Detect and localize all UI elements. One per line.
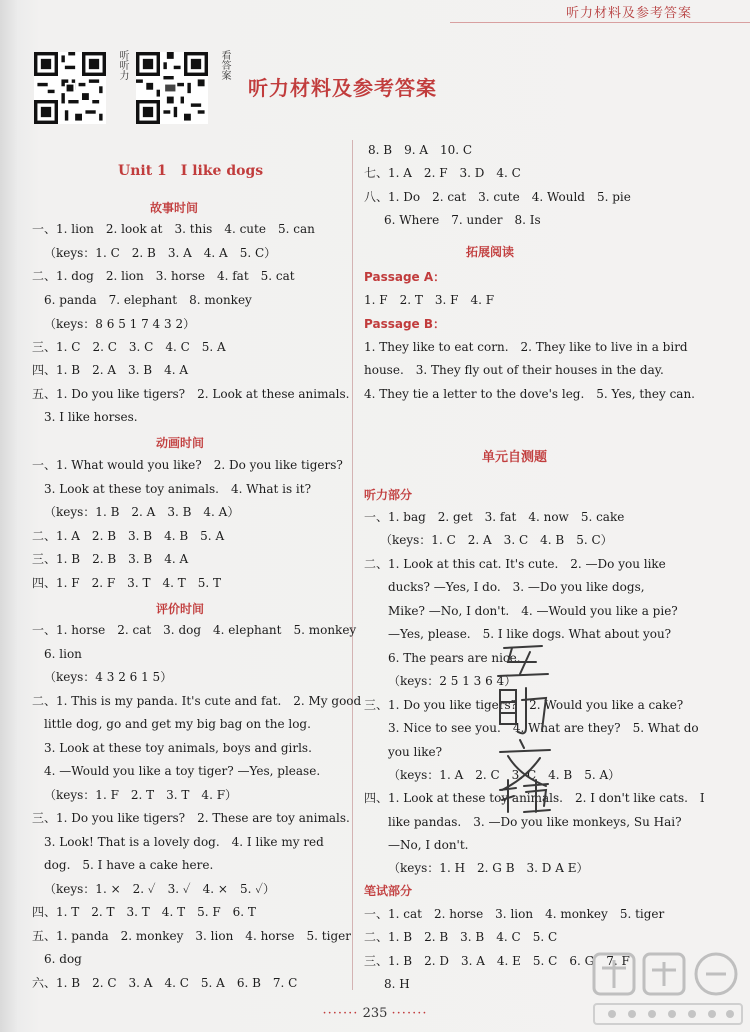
section-heading-cartoon: 动画时间: [156, 436, 205, 450]
answer-line: 3. Look at these toy animals. 4. What is it?: [44, 482, 312, 496]
answer-line: （keys：1. A 2. C 3. C 4. B 5. A）: [388, 768, 621, 782]
answer-line: 6. lion: [44, 647, 82, 661]
answer-line: （keys：4 3 2 6 1 5）: [44, 670, 173, 684]
answer-line: house. 3. They fly out of their houses in the day.: [364, 363, 664, 377]
answer-line: （keys：1. H 2. G B 3. D A E）: [388, 861, 589, 875]
answer-line: 二、1. B 2. B 3. B 4. C 5. C: [364, 930, 558, 944]
qr-caption-right: 看答案: [219, 50, 230, 80]
answer-line: 一、1. horse 2. cat 3. dog 4. elephant 5. monkey: [32, 623, 357, 637]
answer-line: 6. panda 7. elephant 8. monkey: [44, 293, 252, 307]
qr-code-listen[interactable]: [34, 52, 106, 124]
page-number-value: 235: [362, 1006, 388, 1021]
answer-line: 五、1. panda 2. monkey 3. lion 4. horse 5. tiger: [32, 929, 351, 943]
answer-line: （keys：1. F 2. T 3. T 4. F）: [44, 788, 238, 802]
answer-line: （keys：1. C 2. A 3. C 4. B 5. C）: [380, 533, 613, 547]
answer-line: 1. F 2. T 3. F 4. F: [364, 293, 495, 307]
answer-line: （keys：1. B 2. A 3. B 4. A）: [44, 505, 240, 519]
section-heading-evaluation: 评价时间: [156, 602, 205, 616]
unit-title: Unit 1 I like dogs: [118, 163, 264, 179]
answer-line: —No, I don't.: [388, 838, 469, 852]
answer-line: 三、1. C 2. C 3. C 4. C 5. A: [32, 340, 226, 354]
page-number: ······· 235 ·······: [322, 1006, 428, 1021]
answer-line: 六、1. B 2. C 3. A 4. C 5. A 6. B 7. C: [32, 976, 298, 990]
handwriting-scribble-icon: [490, 640, 560, 815]
answer-line: 3. I like horses.: [44, 410, 138, 424]
answer-line: 8. H: [384, 977, 410, 991]
watermark-logo: [588, 950, 748, 1030]
answer-line: you like?: [388, 745, 443, 759]
qr-pattern-icon: [34, 52, 106, 124]
answer-line: Mike? —No, I don't. 4. —Would you like a pie?: [388, 604, 678, 618]
answer-line: （keys：1. × 2. ✓ 3. ✓ 4. × 5. ✓）: [44, 882, 275, 896]
answer-line: 3. Look at these toy animals, boys and girls.: [44, 741, 312, 755]
answer-line: 三、1. Do you like tigers? 2. Would you like a cake?: [364, 698, 684, 712]
answer-line: ducks? —Yes, I do. 3. —Do you like dogs,: [388, 580, 645, 594]
answer-line: 6. Where 7. under 8. Is: [384, 213, 541, 227]
header-rule: [450, 22, 750, 23]
answer-line: 四、1. Look at these toy animals. 2. I don't like cats. I: [364, 791, 705, 805]
qr-caption-left: 听听力: [117, 50, 128, 80]
section-heading-listening: 听力部分: [364, 488, 413, 502]
answer-line: 四、1. T 2. T 3. T 4. T 5. F 6. T: [32, 905, 256, 919]
answer-line: （keys：2 5 1 3 6 4）: [388, 674, 517, 688]
answer-line: 二、1. This is my panda. It's cute and fat. 2. My good: [32, 694, 362, 708]
answer-line: 6. The pears are nice.: [388, 651, 521, 665]
answer-line: 1. They like to eat corn. 2. They like to live in a bird: [364, 340, 688, 354]
answer-line: 一、1. lion 2. look at 3. this 4. cute 5. can: [32, 222, 315, 236]
answer-line: 6. dog: [44, 952, 82, 966]
answer-line: 8. B 9. A 10. C: [368, 143, 473, 157]
answer-line: 二、1. dog 2. lion 3. horse 4. fat 5. cat: [32, 269, 295, 283]
answer-line: 3. Nice to see you. 4. What are they? 5. What do: [388, 721, 699, 735]
section-heading-reading: 拓展阅读: [466, 245, 515, 259]
answer-line: 三、1. B 2. B 3. B 4. A: [32, 552, 189, 566]
answer-line: 二、1. A 2. B 3. B 4. B 5. A: [32, 529, 225, 543]
answer-line: dog. 5. I have a cake here.: [44, 858, 214, 872]
answer-line: 二、1. Look at this cat. It's cute. 2. —Do you like: [364, 557, 666, 571]
passage-a-heading: Passage A：: [364, 270, 446, 284]
answer-line: 七、1. A 2. F 3. D 4. C: [364, 166, 521, 180]
qr-code-answers[interactable]: [136, 52, 208, 124]
answer-line: 4. —Would you like a toy tiger? —Yes, please.: [44, 764, 321, 778]
answer-line: like pandas. 3. —Do you like monkeys, Su Hai?: [388, 815, 682, 829]
answer-line: （keys：1. C 2. B 3. A 4. A 5. C）: [44, 246, 277, 260]
section-heading-unit-test: 单元自测题: [482, 450, 548, 465]
answer-line: 八、1. Do 2. cat 3. cute 4. Would 5. pie: [364, 190, 631, 204]
answer-line: 4. They tie a letter to the dove's leg. 5. Yes, they can.: [364, 387, 695, 401]
answer-line: 一、1. What would you like? 2. Do you like tigers?: [32, 458, 343, 472]
answer-line: 三、1. Do you like tigers? 2. These are toy animals.: [32, 811, 350, 825]
answer-line: 四、1. F 2. F 3. T 4. T 5. T: [32, 576, 221, 590]
answer-line: （keys：8 6 5 1 7 4 3 2）: [44, 317, 196, 331]
column-divider: [352, 140, 353, 990]
answer-line: 四、1. B 2. A 3. B 4. A: [32, 363, 189, 377]
answer-line: 一、1. cat 2. horse 3. lion 4. monkey 5. tiger: [364, 907, 665, 921]
answer-line: 三、1. B 2. D 3. A 4. E 5. C 6. G 7. F: [364, 954, 630, 968]
answer-line: 五、1. Do you like tigers? 2. Look at these animals.: [32, 387, 350, 401]
page-title: 听力材料及参考答案: [248, 76, 437, 100]
answer-line: 一、1. bag 2. get 3. fat 4. now 5. cake: [364, 510, 625, 524]
passage-b-heading: Passage B：: [364, 317, 446, 331]
section-heading-written: 笔试部分: [364, 884, 413, 898]
running-header: 听力材料及参考答案: [565, 6, 692, 21]
answer-line: —Yes, please. 5. I like dogs. What about you?: [388, 627, 672, 641]
qr-pattern-icon: [136, 52, 208, 124]
answer-line: 3. Look! That is a lovely dog. 4. I like my red: [44, 835, 324, 849]
answer-line: little dog, go and get my big bag on the log.: [44, 717, 311, 731]
section-heading-story: 故事时间: [150, 201, 199, 215]
